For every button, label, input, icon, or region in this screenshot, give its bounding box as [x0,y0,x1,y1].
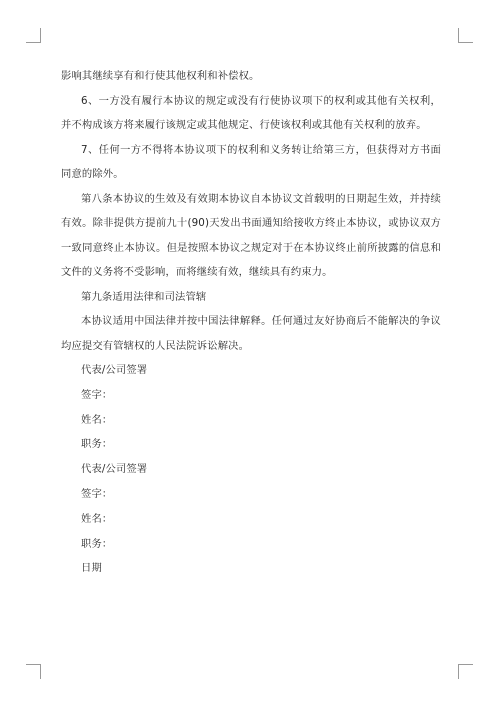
signature-label: 签字： [81,487,113,500]
crop-mark-bottom-left [26,664,41,679]
clause-7-paragraph: 7、任何一方不得将本协议项下的权利和义务转让给第三方，但获得对方书面同意的除外。 [61,143,441,180]
clause-6-paragraph: 6、一方没有履行本协议的规定或没有行使协议项下的权利或其他有关权利，并不构成该方将来履行该规定或其他规定、行使该权利或其他有关权利的放弃。 [61,94,441,131]
crop-mark-top-right [458,28,473,43]
title-label: 职务： [81,438,113,451]
signature-block-2 [61,457,441,556]
crop-mark-bottom-right [458,664,473,679]
crop-mark-top-left [26,28,41,43]
document-body [61,64,441,581]
signature-block-1 [61,358,441,457]
signature-block-heading: 代表/公司签署 [81,463,148,476]
title-label: 职务： [81,537,113,550]
paragraph-continuation: 影响其继续享有和行使其他权利和补偿权。 [61,70,260,82]
date-label: 日期 [81,562,102,575]
signature-label: 签字： [81,388,113,401]
article-9-heading: 第九条适用法律和司法管辖 [81,290,207,303]
name-label: 姓名： [81,512,113,525]
name-label: 姓名： [81,413,113,426]
article-9-paragraph: 本协议适用中国法律并按中国法律解释。任何通过友好协商后不能解决的争议均应提交有管辖权的人民法院诉讼解决。 [61,315,441,352]
article-8-paragraph: 第八条本协议的生效及有效期本协议自本协议文首载明的日期起生效，并持续有效。除非提供方提前九十(90)天发出书面通知给接收方终止本协议，或协议双方一致同意终止本协议。但是按照本协议之规定对于在本协议终止前所披露的信息和文件的义务将不受影响，而将继续有效，继续具有约束力。 [61,192,441,278]
signature-block-heading: 代表/公司签署 [81,364,148,376]
